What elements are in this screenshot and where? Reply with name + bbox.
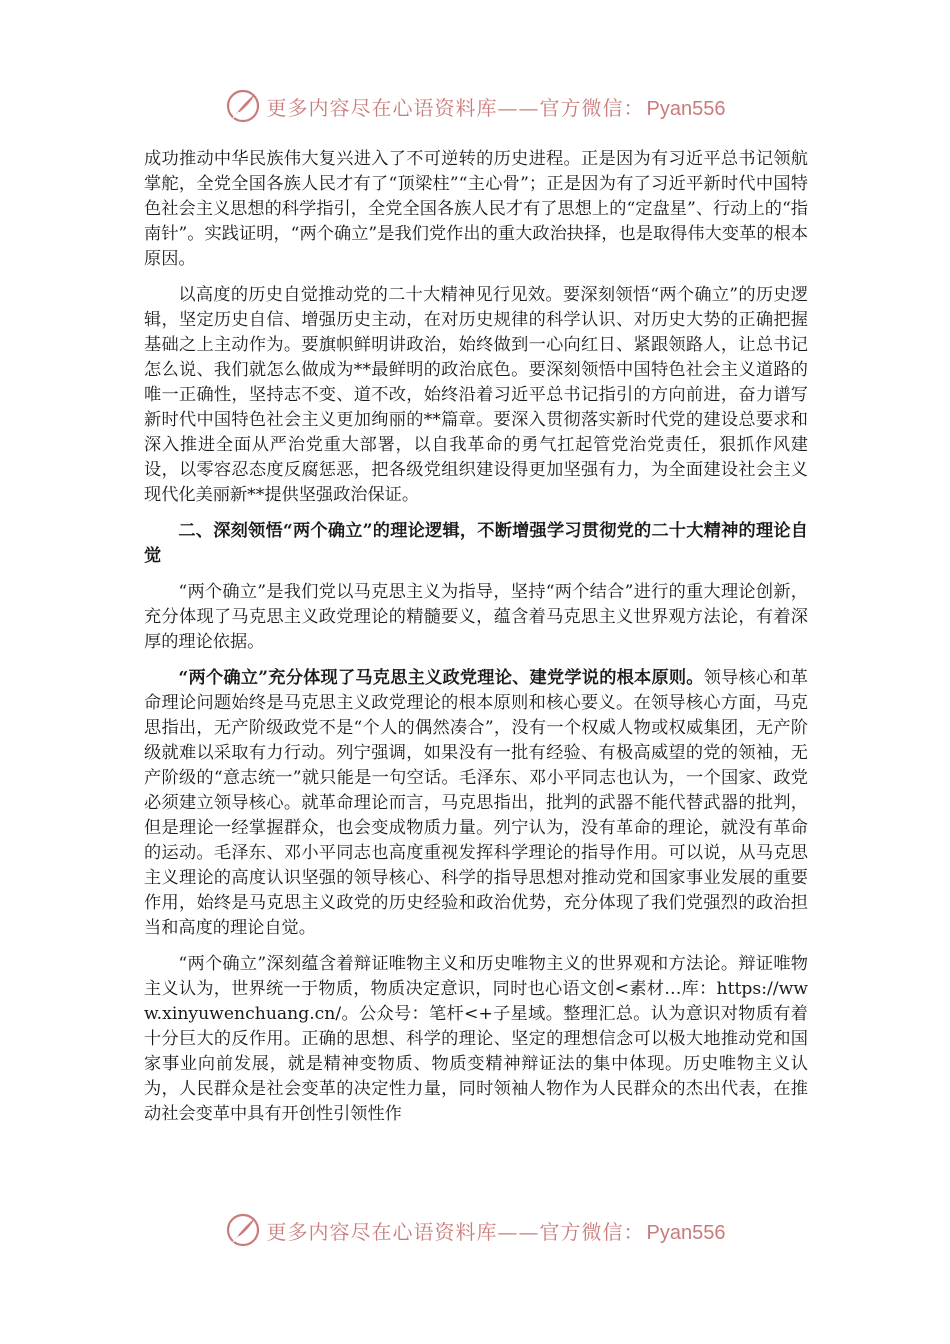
quill-logo-icon bbox=[225, 1212, 261, 1248]
paragraph-continued: 成功推动中华民族伟大复兴进入了不可逆转的历史进程。正是因为有习近平总书记领航掌舵，全党全国各族人民才有了“顶梁柱”“主心骨”；正是因为有了习近平新时代中国特色社会主义思想的科学指引，全党全国各族人民才有了思想上的“定盘星”、行动上的“指南针”。实践证明，“两个确立”是我们党作出的重大政治抉择，也是取得伟大变革的根本原因。 bbox=[144, 149, 808, 269]
paragraph: 以高度的历史自觉推动党的二十大精神见行见效。要深刻领悟“两个确立”的历史逻辑，坚定历史自信、增强历史主动，在对历史规律的科学认识、对历史大势的正确把握基础之上主动作为。要旗帜鲜明讲政治，始终做到一心向红日、紧跟领路人，让总书记怎么说、我们就怎么做成为**最鲜明的政治底色。要深刻领悟中国特色社会主义道路的唯一正确性，坚持志不变、道不改，始终沿着习近平总书记指引的方向前进，奋力谱写新时代中国特色社会主义更加绚丽的**篇章。要深入贯彻落实新时代党的建设总要求和深入推进全面从严治党重大部署，以自我革命的勇气扛起管党治党责任，狠抓作风建设，以零容忍态度反腐惩恶，把各级党组织建设得更加坚强有力，为全面建设社会主义现代化美丽新**提供坚强政治保证。 bbox=[144, 285, 808, 505]
paragraph: “两个确立”深刻蕴含着辩证唯物主义和历史唯物主义的世界观和方法论。辩证唯物主义认为，世界统一于物质，物质决定意识，同时也心语文创<素材…库：https://www.xinyuwenchuang.cn/。公众号：笔杆<+子星域。整理汇总。认为意识对物质有着十分巨大的反作用。正确的思想、科学的理论、坚定的理想信念可以极大地推动党和国家事业向前发展，就是精神变物质、物质变精神辩证法的集中体现。历史唯物主义认为，人民群众是社会变革的决定性力量，同时领袖人物作为人民群众的杰出代表，在推动社会变革中具有开创性引领性作 bbox=[144, 954, 808, 1124]
document-body bbox=[144, 147, 808, 1127]
watermark-wechat-id: Pyan556 bbox=[646, 97, 726, 120]
quill-logo-icon bbox=[225, 88, 261, 124]
paragraph-body: 领导核心和革命理论问题始终是马克思主义政党理论的根本原则和核心要义。在领导核心方面，马克思指出，无产阶级政党不是“个人的偶然凑合”，没有一个权威人物或权威集团，无产阶级就难以采取有力行动。列宁强调，如果没有一批有经验、有极高威望的党的领袖，无产阶级的“意志统一”就只能是一句空话。毛泽东、邓小平同志也认为，一个国家、政党必须建立领导核心。就革命理论而言，马克思指出，批判的武器不能代替武器的批判，但是理论一经掌握群众，也会变成物质力量。列宁认为，没有革命的理论，就没有革命的运动。毛泽东、邓小平同志也高度重视发挥科学理论的指导作用。可以说，从马克思主义理论的高度认识坚强的领导核心、科学的指导思想对推动党和国家事业发展的重要作用，始终是马克思主义政党的历史经验和政治优势，充分体现了我们党强烈的政治担当和高度的理论自觉。 bbox=[144, 668, 808, 938]
watermark-text: 更多内容尽在心语资料库——官方微信： bbox=[266, 1219, 645, 1244]
header-watermark bbox=[0, 84, 950, 128]
section-heading: 二、深刻领悟“两个确立”的理论逻辑，不断增强学习贯彻党的二十大精神的理论自觉 bbox=[144, 521, 808, 566]
footer-watermark bbox=[0, 1208, 950, 1252]
watermark-wechat-id: Pyan556 bbox=[646, 1221, 726, 1244]
paragraph-lead-sentence: “两个确立”充分体现了马克思主义政党理论、建党学说的根本原则。 bbox=[178, 668, 704, 688]
watermark-text: 更多内容尽在心语资料库——官方微信： bbox=[266, 95, 645, 120]
paragraph: “两个确立”是我们党以马克思主义为指导，坚持“两个结合”进行的重大理论创新，充分体现了马克思主义政党理论的精髓要义，蕴含着马克思主义世界观方法论，有着深厚的理论依据。 bbox=[144, 582, 808, 652]
paragraph bbox=[144, 666, 808, 941]
